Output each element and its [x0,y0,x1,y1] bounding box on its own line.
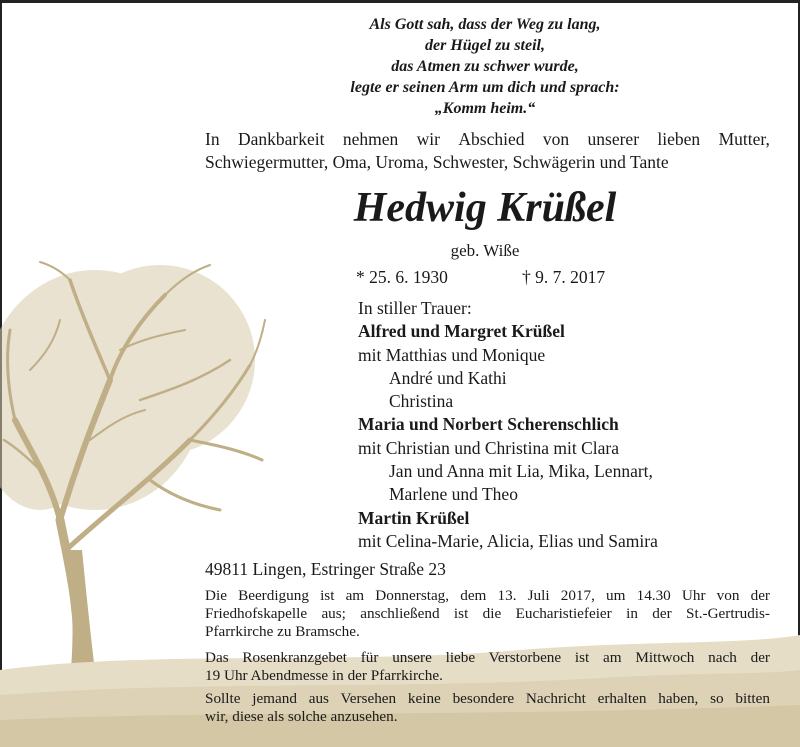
notice-line: Das Rosenkranzgebet für unsere liebe Verstorbene ist am Mittwoch nach der [205,649,770,666]
intro-word: nehmen [342,129,399,149]
intro-line-2: Schwiegermutter, Oma, Uroma, Schwester, Schwägerin und Tante [205,152,669,172]
intro-word: Abschied [458,129,525,149]
notice-line: Sollte jemand aus Versehen keine besondere Nachricht erhalten haben, so bitten [205,690,770,707]
rosary-notice [205,649,770,685]
intro-word: unserer [587,129,640,149]
mourner-line: Jan und Anna mit Lia, Mika, Lennart, [389,461,653,482]
poem-line: der Hügel zu steil, [424,37,545,54]
mourner-line: Maria und Norbert Scherenschlich [358,414,619,435]
tree-trunk [66,550,96,680]
mourners-heading: In stiller Trauer: [358,298,472,318]
tree-crown [0,265,255,510]
born-name: geb. Wiße [450,241,520,260]
funeral-notice [205,587,770,641]
intro-word: lieben [657,129,701,149]
mourner-line: mit Matthias und Monique [358,344,546,365]
apology-notice [205,690,770,726]
mourner-line: Alfred und Margret Krüßel [358,321,565,342]
mourner-line: Christina [389,391,454,412]
mourner-line: Martin Krüßel [358,507,470,528]
intro-line-1 [205,128,770,151]
intro-text [205,128,770,174]
notice-line: Die Beerdigung ist am Donnerstag, dem 13. Juli 2017, um 14.30 Uhr von der [205,587,770,604]
notice-line: wir, diese als solche anzusehen. [205,708,398,725]
poem-line: Als Gott sah, dass der Weg zu lang, [369,16,601,33]
notice-line: 19 Uhr Abendmesse in der Pfarrkirche. [205,667,443,684]
intro-word: In [205,129,220,149]
frame-top-border [0,0,800,3]
mourner-line: mit Celina-Marie, Alicia, Elias und Samira [358,530,658,551]
intro-word: wir [416,129,440,149]
poem-line: das Atmen zu schwer wurde, [391,58,579,75]
notice-line: Friedhofskapelle aus; anschließend ist die Eucharistiefeier in der St.-Gertrudis- [205,605,770,622]
poem-line: legte er seinen Arm um dich und sprach: [350,79,620,96]
intro-word: Mutter, [718,129,770,149]
mourner-line: André und Kathi [389,367,507,388]
mourner-line: Marlene und Theo [389,484,518,505]
deceased-name: Hedwig Krüßel [353,185,617,231]
poem [290,14,680,119]
notice-line: Pfarrkirche zu Bramsche. [205,623,360,640]
mourner-line: mit Christian und Christina mit Clara [358,437,620,458]
birth-date: * 25. 6. 1930 [356,267,448,287]
poem-line: „Komm heim.“ [434,100,536,117]
intro-word: von [542,129,570,149]
death-date: † 9. 7. 2017 [522,267,606,287]
intro-word: Dankbarkeit [237,129,325,149]
family-address: 49811 Lingen, Estringer Straße 23 [205,559,446,579]
mourners-list [358,297,778,553]
